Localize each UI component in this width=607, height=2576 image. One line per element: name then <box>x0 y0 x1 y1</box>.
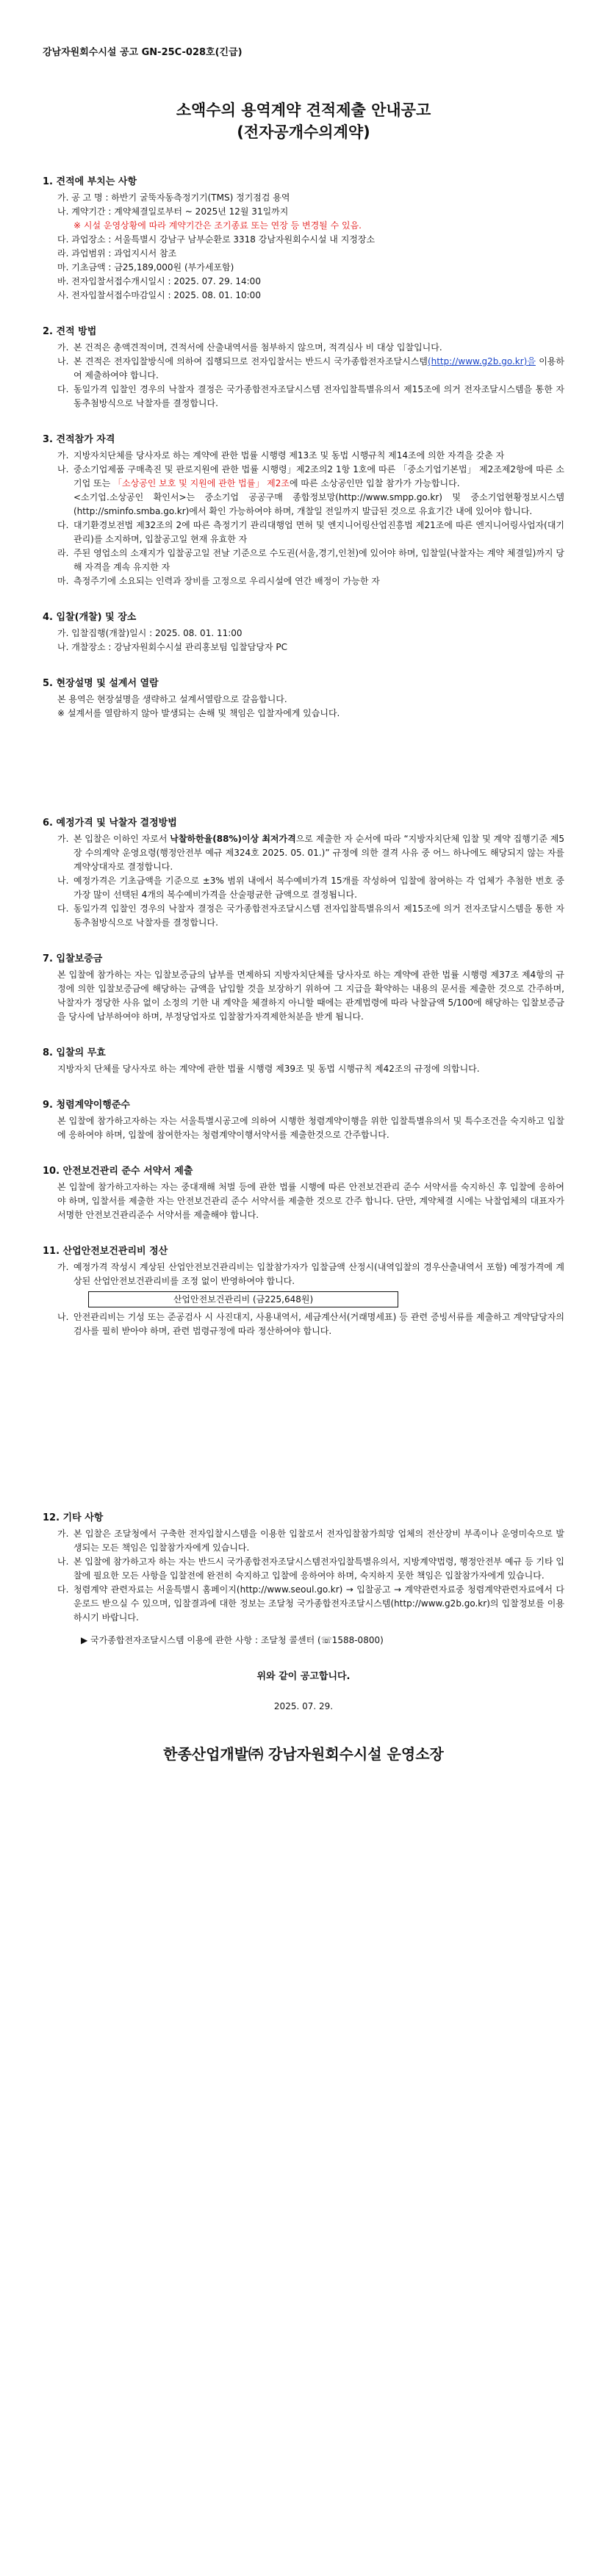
callcenter-contact: ▶ 국가종합전자조달시스템 이용에 관한 사항 : 조달청 콜센터 (☏1588-0800) <box>81 1634 384 1645</box>
s11-item-a: 가. 예정가격 작성시 계상된 산업안전보건관리비는 입찰참가자가 입찰금액 산정시(내역입찰의 경우산출내역서 포함) 예정가격에 계상된 산업안전보건관리비를 조정 없이 반영하여야 합니다. <box>57 1261 564 1286</box>
page-title <box>43 99 564 144</box>
s5-item-a: 본 용역은 현장설명을 생략하고 설계서열람으로 갈음합니다. <box>57 693 287 704</box>
s6-item-c: 다. 동일가격 입찰인 경우의 낙찰자 결정은 국가종합전자조달시스템 전자입찰특별유의서 제15조에 의거 전자조달시스템을 통한 자동추첨방식으로 낙찰자를 결정합니다. <box>57 903 564 928</box>
title-main: 소액수의 용역계약 견적제출 안내공고 <box>176 101 431 119</box>
s1-item-g: 사. 전자입찰서접수마감일시 : 2025. 08. 01. 10:00 <box>57 289 261 300</box>
s2-item-b: 나. 본 견적은 전자입찰방식에 의하여 집행되므로 전자입찰서는 반드시 국가종합전자조달시스템(http://www.g2b.go.kr)을 이용하여 제출하여야 합니다. <box>57 356 564 380</box>
s4-item-a: 가. 입찰집행(개찰)일시 : 2025. 08. 01. 11:00 <box>57 627 243 638</box>
s1-item-b: 나. 계약기간 : 계약체결일로부터 ~ 2025년 12월 31일까지 <box>57 206 289 217</box>
section-10-heading: 10. 안전보건관리 준수 서약서 제출 <box>43 1165 193 1177</box>
closing-statement: 위와 같이 공고합니다. <box>256 1670 351 1682</box>
title-sub: (전자공개수의계약) <box>237 123 370 142</box>
s8-text: 지방자치 단체를 당사자로 하는 계약에 관한 법률 시행령 제39조 및 동법 시행규칙 제42조의 규정에 의합니다. <box>57 1063 480 1074</box>
section-4 <box>43 609 564 654</box>
section-3-heading: 3. 견적참가 자격 <box>43 433 115 445</box>
section-12-heading: 12. 기타 사항 <box>43 1512 104 1523</box>
section-4-heading: 4. 입찰(개찰) 및 장소 <box>43 611 137 623</box>
s1-item-e: 마. 기초금액 : 금25,189,000원 (부가세포함) <box>57 261 234 273</box>
s4-item-b: 나. 개찰장소 : 강남자원회수시설 관리홍보팀 입찰담당자 PC <box>57 641 287 652</box>
g2b-link[interactable]: (http://www.g2b.go.kr)을 <box>427 356 536 367</box>
s6-item-a: 가. 본 입찰은 이하인 자로서 낙찰하한율(88%)이상 최저가격으로 제출한 자 순서에 따라 “지방자치단체 입찰 및 계약 집행기준 제5장 수의계약 운영요령(행정안전부 예규 제324호 2025. 05. 01.)” 규정에 의한 결격 사유 중 어느 하나에도 해당되지 않는 자를 계약상대자로 결정합니다. <box>57 833 564 872</box>
section-7 <box>43 950 564 1024</box>
section-5-heading: 5. 현장설명 및 설계서 열람 <box>43 677 159 689</box>
section-1-heading: 1. 견적에 부치는 사항 <box>43 176 137 187</box>
issuer-name: 한종산업개발㈜ 강남자원회수시설 운영소장 <box>163 1745 444 1763</box>
page-gap-2 <box>43 1359 564 1509</box>
section-5 <box>43 675 564 721</box>
section-2 <box>43 323 564 411</box>
s11-item-b: 나. 안전관리비는 기성 또는 준공검사 시 사진대지, 사용내역서, 세금계산서(거래명세표) 등 관련 증빙서류를 제출하고 계약담당자의 검사를 필히 받아야 하며, 관련 법령규정에 따라 정산하여야 합니다. <box>57 1311 564 1336</box>
s12-item-c: 다. 청렴계약 관련자료는 서울특별시 홈페이지(http://www.seoul.go.kr) → 입찰공고 → 계약관련자료중 청렴계약관련자료에서 다운로드 받으실 수 있으며, 입찰결과에 대한 정보는 조달청 국가종합전자조달시스템(http://www.g2b.go.kr)의 입찰정보를 이용하시기 바랍니다. <box>57 1584 564 1623</box>
s10-text: 본 입찰에 참가하고자하는 자는 중대재해 처벌 등에 관한 법률 시행에 따른 안전보건관리 준수 서약서를 숙지하신 후 입찰에 응하여야 하며, 입찰서를 제출한 자는 안전보건관리 준수 서약서를 제출한 것으로 간주 합니다. 단만, 계약체결 시에는 낙찰업체의 대표자가 서명한 안전보건관리준수 서약서를 제출해야 합니다. <box>57 1181 564 1220</box>
s5-item-b: ※ 설계서를 열람하지 않아 발생되는 손해 및 책임은 입찰자에게 있습니다. <box>57 707 340 718</box>
s2-item-a: 가. 본 건적은 총액견적이며, 견적서에 산출내역서를 첨부하지 않으며, 적격심사 비 대상 입찰입니다. <box>57 342 442 353</box>
section-8-heading: 8. 입찰의 무효 <box>43 1047 106 1058</box>
section-11 <box>43 1243 564 1338</box>
s2-item-c: 다. 동일가격 입찰인 경우의 낙찰자 결정은 국가종합전자조달시스템 전자입찰특별유의서 제15조에 의거 전자조달시스템을 통한 자동추첨방식으로 낙찰자를 결정합니다. <box>57 383 564 408</box>
section-9-heading: 9. 청렴계약이행준수 <box>43 1099 130 1111</box>
s3-item-b-sub: <소기업․소상공인 확인서>는 중소기업 공공구매 종합정보망(http://www.smpp.go.kr) 및 중소기업현황정보시스템(http://sminfo.smba.go.kr)에서 확인 가능하여야 하며, 개찰일 전일까지 발급된 것으로 유효기간 내에 있어야 합니다. <box>73 491 564 516</box>
section-9 <box>43 1097 564 1142</box>
section-2-heading: 2. 견적 방법 <box>43 325 97 337</box>
s1-item-a: 가. 공 고 명 : 하반기 굴뚝자동측정기기(TMS) 정기점검 용역 <box>57 192 290 203</box>
section-1 <box>43 173 564 303</box>
section-3 <box>43 431 564 588</box>
s1-item-c: 다. 과업장소 : 서울특별시 강남구 남부순환로 3318 강남자원회수시설 내 지정장소 <box>57 234 376 245</box>
s3-item-d: 라. 주된 영업소의 소재지가 입찰공고일 전날 기준으로 수도권(서울,경기,인천)에 있어야 하며, 입찰일(낙찰자는 계약 체결일)까지 당해 자격을 계속 유지한 자 <box>57 547 564 572</box>
s1-item-f: 바. 전자입찰서접수개시일시 : 2025. 07. 29. 14:00 <box>57 275 261 286</box>
section-12 <box>43 1509 564 1648</box>
notice-number: 강남자원회수시설 공고 GN-25C-028호(긴급) <box>43 47 243 58</box>
s3-item-e: 마. 측정주기에 소요되는 인력과 장비를 고정으로 우리시설에 연간 배정이 가능한 자 <box>57 575 380 586</box>
s12-item-a: 가. 본 입찰은 조달청에서 구축한 전자입찰시스템을 이용한 입찰로서 전자입찰참가희망 업체의 전산장비 부족이나 운영미숙으로 발생되는 모든 책임은 입찰참가자에게 있습니다. <box>57 1528 564 1553</box>
s12-item-b: 나. 본 입찰에 참가하고자 하는 자는 반드시 국가종합전자조달시스템전자입찰특별유의서, 지방계약법령, 행정안전부 예규 등 기타 입찰에 필요한 모든 사항을 입찰전에 완전히 숙지하고 입찰에 응하여야 하며, 숙지하지 못한 책임은 입찰참가자에게 있습니다. <box>57 1556 564 1581</box>
s3-item-b: 나. 중소기업제품 구매촉진 및 판로지원에 관한 법률 시행령」제2조의2 1항 1호에 따른 「중소기업기본법」 제2조제2항에 따른 소기업 또는 「소상공인 보호 및 지원에 관한 법률」 제2조에 따른 소상공인만 입찰 참가가 가능합니다. <box>57 463 564 488</box>
section-6 <box>43 815 564 930</box>
s6-item-b: 나. 예정가격은 기초금액을 기준으로 ±3% 범위 내에서 복수예비가격 15개를 작성하여 입찰에 참여하는 각 업체가 추첨한 번호 중 가장 많이 선택된 4개의 복수예비가격을 산술평균한 금액으로 결정됩니다. <box>57 875 564 900</box>
s3-item-c: 다. 대기환경보전법 제32조의 2에 따른 측정기기 관리대행업 면허 및 엔지니어링산업진흥법 제21조에 따른 엔지니어링사업자(대기관리)를 소지하며, 입찰공고일 현재 유효한 자 <box>57 519 564 544</box>
section-10 <box>43 1163 564 1222</box>
s7-text: 본 입찰에 참가하는 자는 입찰보증금의 납부를 면제하되 지방자치단체를 당사자로 하는 계약에 관한 법률 시행령 제37조 제4항의 규정에 의한 입찰보증금에 해당하는 금액을 납입할 것을 보장하기 위하여 그 지급을 확약하는 내용의 문서를 제출한 것으로 간주하며, 낙찰자가 정당한 사유 없이 소정의 기한 내 계약을 체결하지 아니할 때에는 관계법령에 따라 낙찰금액 5/100에 해당하는 입찰보증금을 당사에 납부하여야 하며, 부정당업자로 입찰참가자격제한처분을 받게 됩니다. <box>57 969 564 1022</box>
s3-item-a: 가. 지방자치단체를 당사자로 하는 계약에 관한 법률 시행령 제13조 및 동법 시행규칙 제14조에 의한 자격을 갖춘 자 <box>57 450 505 461</box>
section-11-heading: 11. 산업안전보건관리비 정산 <box>43 1245 168 1257</box>
section-8 <box>43 1045 564 1076</box>
s1-item-b-note: ※ 시설 운영상황에 따라 계약기간은 조기종료 또는 연장 등 변경될 수 있음. <box>73 220 362 231</box>
section-7-heading: 7. 입찰보증금 <box>43 953 103 964</box>
safety-cost-box: 산업안전보건관리비 (금225,648원) <box>88 1291 398 1307</box>
section-6-heading: 6. 예정가격 및 낙찰자 결정방법 <box>43 817 177 829</box>
notice-date: 2025. 07. 29. <box>273 1700 334 1711</box>
s1-item-d: 라. 과업범위 : 과업지시서 참조 <box>57 248 177 259</box>
s9-text: 본 입찰에 참가하고자하는 자는 서울특별시공고에 의하여 시행한 청렴계약이행을 위한 입찰특별유의서 및 특수조건을 숙지하고 입찰에 응하여야 하며, 입찰에 참여한자는 청렴계약이행서약서를 제출한것으로 간주합니다. <box>57 1115 564 1140</box>
page-gap <box>43 741 564 815</box>
